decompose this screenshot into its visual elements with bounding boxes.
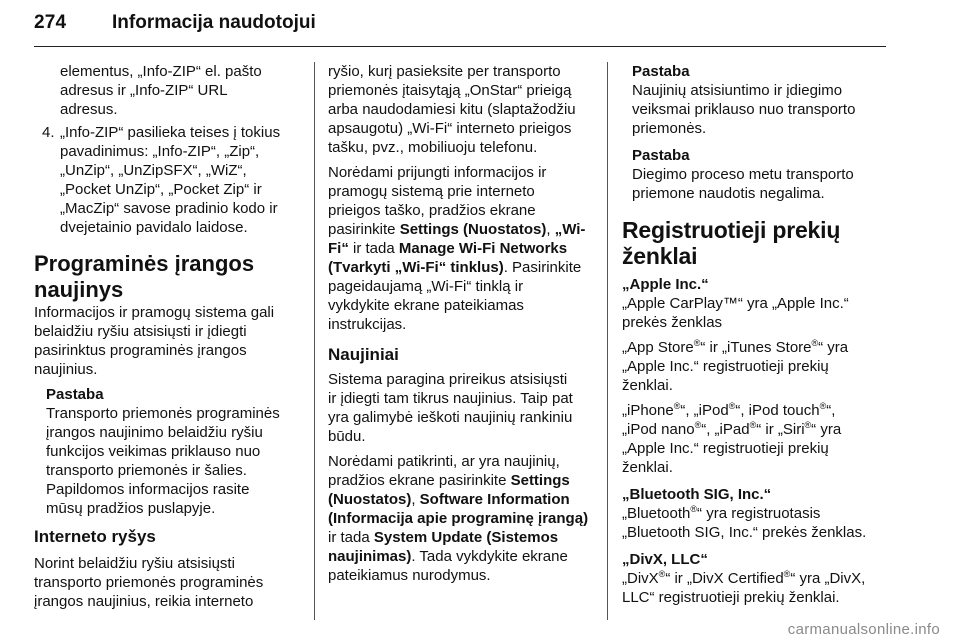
text-line: „Apple Inc.“ registruotieji prekių	[622, 440, 829, 457]
trademark-owner-bluetooth: „Bluetooth SIG, Inc.“	[622, 486, 772, 503]
menu-path-settings: Settings	[510, 472, 570, 489]
list-item-4	[42, 123, 296, 237]
registered-mark: ®	[749, 420, 757, 430]
section-heading-trademarks: Registruotieji prekių ženklai	[622, 217, 841, 269]
text-run: “, iPod touch	[735, 402, 820, 419]
text-line: elementus, „Info-ZIP“ el. pašto	[60, 63, 262, 80]
menu-path-wifi: Fi“	[328, 240, 349, 257]
text-line: „UnZip“, „UnZipSFX“, „WiZ“,	[60, 162, 247, 179]
text-line	[328, 220, 594, 239]
section-heading-software-update	[34, 251, 296, 303]
registered-mark: ®	[783, 569, 791, 579]
text-run: “ ir „Siri	[756, 421, 805, 438]
note-title: Pastaba	[46, 386, 104, 403]
menu-path-wifi: „Wi-	[554, 221, 586, 238]
text-line: prekės ženklas	[622, 314, 723, 331]
menu-path-manage-wifi: (Tvarkyti „Wi-Fi“ tinklus)	[328, 259, 504, 276]
column-divider	[314, 62, 315, 620]
page-title: Informacija naudotojui	[112, 12, 316, 33]
text-line: „Apple CarPlay™“ yra „Apple Inc.“	[622, 295, 849, 312]
text-line: Transporto priemonės programinės	[46, 405, 280, 422]
registered-mark: ®	[693, 338, 701, 348]
text-line: funkcijos veikimas priklauso nuo	[46, 443, 261, 460]
note-box	[632, 146, 892, 203]
text-line: „Pocket UnZip“, „Pocket Zip“ ir	[60, 181, 262, 198]
registered-mark: ®	[690, 504, 698, 514]
text-line: tašku, pvz., mobiliuoju telefonu.	[328, 139, 538, 156]
column-left	[34, 62, 296, 611]
subheading-internet: Interneto ryšys	[34, 527, 156, 546]
note-box	[46, 385, 296, 518]
column-divider	[607, 62, 608, 620]
text-line	[328, 239, 594, 258]
paragraph-connect-steps	[328, 163, 594, 334]
text-run: “,	[826, 402, 836, 419]
text-line: transporto priemonės ir šalies.	[46, 462, 247, 479]
heading-line: naujinys	[34, 277, 124, 302]
text-line: instrukcijas.	[328, 316, 407, 333]
text-run: „iPhone	[622, 402, 674, 419]
menu-path-settings: (Nuostatos)	[328, 491, 412, 508]
column-right	[622, 62, 892, 607]
note-box	[632, 62, 892, 138]
text-line: pramogų sistemą prie interneto	[328, 183, 535, 200]
menu-path-settings: Settings (Nuostatos)	[399, 221, 547, 238]
text-line: Informacijos ir pramogų sistema gali	[34, 304, 275, 321]
text-line	[622, 569, 892, 588]
text-line: LLC“ registruotieji prekių ženklai.	[622, 589, 840, 606]
trademark-owner-apple: „Apple Inc.“	[622, 276, 709, 293]
text-line: pateikiamus nurodymus.	[328, 567, 491, 584]
text-run: ir tada	[348, 240, 399, 257]
page-number: 274	[34, 12, 67, 33]
list-continuation	[60, 62, 296, 119]
menu-path-system-update: System Update (Sistemos	[373, 529, 559, 546]
text-line: „Bluetooth SIG, Inc.“ prekės ženklas.	[622, 524, 867, 541]
text-run: pradžios ekrane pasirinkite	[328, 472, 511, 489]
text-line: įrangos naujinimo belaidžiu ryšiu	[46, 424, 263, 441]
text-run: ,	[411, 491, 420, 508]
text-run: “ ir „DivX Certified	[665, 570, 784, 587]
trademark-owner-divx: „DivX, LLC“	[622, 551, 708, 568]
text-line: adresus ir „Info-ZIP“ URL	[60, 82, 228, 99]
text-line: ženklai.	[622, 377, 673, 394]
column-middle	[328, 62, 594, 585]
text-line: pasirinktus programinės įrangos	[34, 342, 247, 359]
text-line: priemonės įtaisytąją „OnStar“ prieigą	[328, 82, 572, 99]
menu-path-software-info: Software Information	[419, 491, 570, 508]
text-run: pasirinkite	[328, 221, 400, 238]
heading-line: Programinės įrangos	[34, 251, 255, 276]
text-line: yra galimybė ieškoti naujinių rankiniu	[328, 409, 573, 426]
text-line: adresus.	[60, 101, 118, 118]
text-line: pageidaujamą „Wi-Fi“ tinklą ir	[328, 278, 524, 295]
text-run: “ yra registruotasis	[697, 505, 821, 522]
paragraph-updates	[328, 370, 594, 446]
text-run: “ ir „iTunes Store	[700, 339, 812, 356]
text-line: arba naudodamiesi kitu (slaptažodžiu	[328, 101, 576, 118]
note-title: Pastaba	[632, 63, 690, 80]
text-line	[622, 338, 892, 357]
text-line: priemonės.	[632, 120, 707, 137]
text-run: „App Store	[622, 339, 694, 356]
text-run: “ yra	[811, 421, 842, 438]
text-line	[328, 471, 594, 490]
menu-path-software-info: (Informacija apie programinę įrangą)	[328, 510, 589, 527]
text-line: naujinius.	[34, 361, 98, 378]
text-line: ir įdiegti tam tikrus naujinius. Taip pat	[328, 390, 573, 407]
menu-path-system-update: naujinimas)	[328, 548, 412, 565]
watermark: carmanualsonline.info	[787, 621, 940, 638]
registered-mark: ®	[811, 338, 819, 348]
paragraph-connection	[328, 62, 594, 157]
text-run: . Tada vykdykite ekrane	[411, 548, 568, 565]
text-line: Diegimo proceso metu transporto	[632, 166, 854, 183]
text-line: būdu.	[328, 428, 366, 445]
text-line: pavadinimus: „Info-ZIP“, „Zip“,	[60, 143, 260, 160]
text-run: “ yra „DivX,	[790, 570, 866, 587]
text-run: “, „iPad	[701, 421, 750, 438]
menu-path-manage-wifi: Manage Wi-Fi Networks	[398, 240, 568, 257]
text-line	[328, 258, 594, 277]
text-line: apsaugotu) „Wi-Fi“ interneto prieigos	[328, 120, 572, 137]
text-run: „DivX	[622, 570, 659, 587]
text-line: ryšio, kurį pasieksite per transporto	[328, 63, 561, 80]
text-line	[622, 504, 892, 523]
text-line: ženklai.	[622, 459, 673, 476]
text-run: “, „iPod	[680, 402, 729, 419]
text-run: ir tada	[328, 529, 374, 546]
text-run: „iPod nano	[622, 421, 695, 438]
text-line: Norėdami prijungti informacijos ir	[328, 164, 547, 181]
text-line: Naujinių atsisiuntimo ir įdiegimo	[632, 82, 843, 99]
paragraph-check-updates	[328, 452, 594, 585]
list-marker: 4.	[42, 124, 55, 141]
registered-mark: ®	[694, 420, 702, 430]
text-line: Papildomos informacijos rasite	[46, 481, 250, 498]
text-line: belaidžiu ryšiu atsisiųsti ir įdiegti	[34, 323, 247, 340]
registered-mark: ®	[728, 401, 736, 411]
registered-mark: ®	[819, 401, 827, 411]
text-run: ,	[546, 221, 555, 238]
text-line	[328, 490, 594, 509]
text-line: priemone naudotis negalima.	[632, 185, 825, 202]
text-line: Norėdami patikrinti, ar yra naujinių,	[328, 453, 560, 470]
page-header	[34, 4, 886, 47]
text-line: įrangos naujinius, reikia interneto	[34, 593, 254, 610]
intro-paragraph	[34, 303, 296, 379]
text-line	[622, 401, 892, 420]
text-run: „Bluetooth	[622, 505, 691, 522]
text-run: “ yra	[818, 339, 849, 356]
registered-mark: ®	[804, 420, 812, 430]
text-line	[328, 547, 594, 566]
note-title: Pastaba	[632, 147, 690, 164]
text-line: „Apple Inc.“ registruotieji prekių	[622, 358, 829, 375]
text-line: „Info-ZIP“ pasilieka teises į tokius	[60, 124, 281, 141]
text-line: prieigos taško, pradžios ekrane	[328, 202, 536, 219]
text-line: vykdykite ekrane pateikiamas	[328, 297, 524, 314]
text-line: transporto priemonės programinės	[34, 574, 264, 591]
text-line: veiksmai priklauso nuo transporto	[632, 101, 856, 118]
registered-mark: ®	[673, 401, 681, 411]
paragraph-internet	[34, 554, 296, 611]
text-line	[328, 528, 594, 547]
text-line: Sistema paragina prireikus atsisiųsti	[328, 371, 568, 388]
registered-mark: ®	[658, 569, 666, 579]
subheading-updates: Naujiniai	[328, 345, 399, 364]
text-line	[622, 420, 892, 439]
text-line: dvejetainio pavidalo laidose.	[60, 219, 248, 236]
text-run: . Pasirinkite	[503, 259, 582, 276]
text-line: Norint belaidžiu ryšiu atsisiųsti	[34, 555, 235, 572]
text-line: mūsų pradžios puslapyje.	[46, 500, 216, 517]
text-line: „MacZip“ savose pradinio kodo ir	[60, 200, 278, 217]
